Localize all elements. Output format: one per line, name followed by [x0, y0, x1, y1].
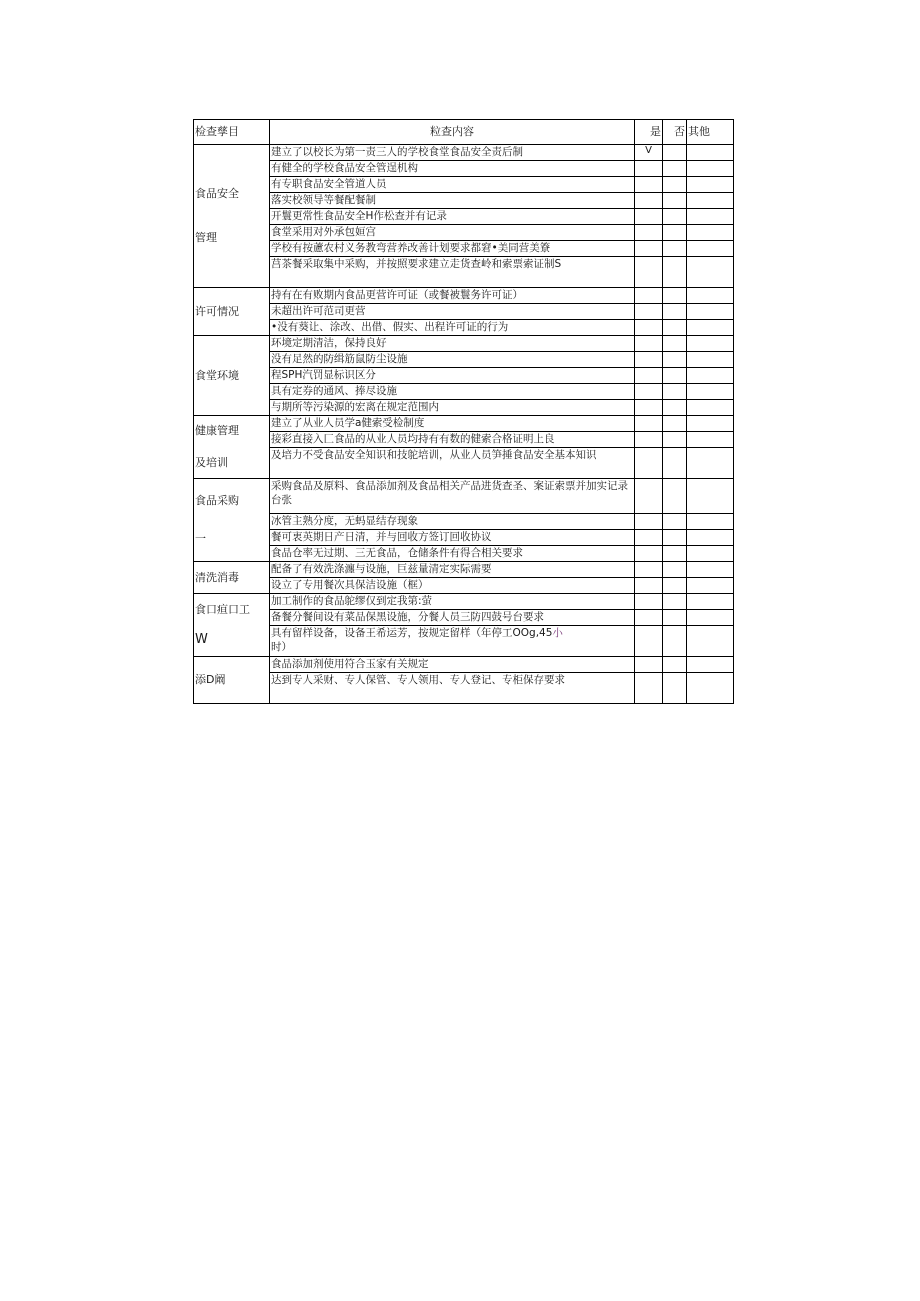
no-cell[interactable] [663, 514, 687, 530]
table-row [194, 432, 734, 448]
table-row [194, 562, 734, 578]
table-row [194, 336, 734, 352]
no-cell[interactable] [663, 209, 687, 225]
other-cell[interactable] [687, 161, 734, 177]
category-label: 及培训 [195, 456, 228, 469]
item-text: 持有在有败期内食品更营许可证（或餐被鬟务许可证） [270, 288, 635, 304]
no-cell[interactable] [663, 448, 687, 479]
yes-cell[interactable] [635, 562, 663, 578]
item-text: 接彩直接入匚食品的从业人员均持有有数的健索合格证明上良 [270, 432, 635, 448]
item-text: 设立了专用餐次具保洁设施（框） [270, 578, 635, 594]
no-cell[interactable] [663, 578, 687, 594]
item-text: 落实校领导等餐配餐制 [270, 193, 635, 209]
category-cell [194, 416, 270, 479]
yes-cell[interactable] [635, 479, 663, 514]
category-cell [194, 288, 270, 336]
table-row [194, 514, 734, 530]
item-text: 有健全的学校食品安全管逞机构 [270, 161, 635, 177]
category-cell [194, 562, 270, 594]
item-text: 餐可衷英期日产日清，并与回收方签订回收协议 [270, 530, 635, 546]
other-cell[interactable] [687, 546, 734, 562]
item-text: 食品仓率无过期、三无食品，仓储条件有得合相关要求 [270, 546, 635, 562]
category-cell [194, 479, 270, 562]
table-row [194, 673, 734, 704]
item-text: 学校有按藘农村义务教弯营养改善计划要求都窘•美同营美簝 [270, 241, 635, 257]
other-cell[interactable] [687, 514, 734, 530]
table-row [194, 177, 734, 193]
no-cell[interactable] [663, 288, 687, 304]
header-content: 粒查内容 [270, 120, 635, 145]
yes-cell[interactable] [635, 657, 663, 673]
header-no: 否 [663, 120, 687, 145]
item-text: 建立了以校长为第一责三人的学校食堂食品安全责后制 [270, 145, 635, 161]
no-cell[interactable] [663, 241, 687, 257]
table-row [194, 594, 734, 610]
item-text-multiline [270, 626, 635, 657]
yes-cell[interactable] [635, 416, 663, 432]
header-yes: 是 [635, 120, 663, 145]
no-cell[interactable] [663, 432, 687, 448]
no-cell[interactable] [663, 562, 687, 578]
yes-cell[interactable] [635, 673, 663, 704]
table-row [194, 626, 734, 657]
no-cell[interactable] [663, 161, 687, 177]
item-text: 备餐分餐间设有菜品保黑设施，分餐人员三防四鼓号台要求 [270, 610, 635, 626]
no-cell[interactable] [663, 193, 687, 209]
table-row [194, 657, 734, 673]
table-row [194, 400, 734, 416]
table-row [194, 225, 734, 241]
no-cell[interactable] [663, 416, 687, 432]
no-cell[interactable] [663, 320, 687, 336]
table-row [194, 241, 734, 257]
category-label: W [195, 632, 208, 647]
yes-cell[interactable] [635, 241, 663, 257]
other-cell[interactable] [687, 145, 734, 161]
no-cell[interactable] [663, 530, 687, 546]
yes-cell[interactable] [635, 352, 663, 368]
no-cell[interactable] [663, 546, 687, 562]
table-row [194, 145, 734, 161]
item-text: 食品添加剂使用符合玉家有关规定 [270, 657, 635, 673]
yes-cell[interactable] [635, 514, 663, 530]
other-cell[interactable] [687, 562, 734, 578]
table-row [194, 448, 734, 479]
item-text: 开鬟更常性食品安全H作松查并有记录 [270, 209, 635, 225]
category-cell [194, 594, 270, 657]
item-text-suffix: 小 [552, 627, 563, 639]
other-cell[interactable] [687, 479, 734, 514]
table-row [194, 578, 734, 594]
table-row [194, 416, 734, 432]
yes-cell[interactable] [635, 530, 663, 546]
table-row [194, 257, 734, 288]
other-cell[interactable] [687, 336, 734, 352]
category-cell [194, 336, 270, 416]
other-cell[interactable] [687, 578, 734, 594]
no-cell[interactable] [663, 352, 687, 368]
other-cell[interactable] [687, 304, 734, 320]
yes-cell[interactable] [635, 209, 663, 225]
yes-cell[interactable] [635, 288, 663, 304]
category-label: 食口疸口工 [195, 603, 250, 616]
table-row [194, 320, 734, 336]
no-cell[interactable] [663, 400, 687, 416]
yes-cell[interactable] [635, 320, 663, 336]
other-cell[interactable] [687, 177, 734, 193]
yes-cell[interactable] [635, 578, 663, 594]
other-cell[interactable] [687, 432, 734, 448]
item-text: 具有定券的通风、捧尽设施 [270, 384, 635, 400]
no-cell[interactable] [663, 368, 687, 384]
yes-cell[interactable] [635, 177, 663, 193]
item-text: 环境定期清洁，保持良好 [270, 336, 635, 352]
other-cell[interactable] [687, 352, 734, 368]
no-cell[interactable] [663, 384, 687, 400]
no-cell[interactable] [663, 225, 687, 241]
yes-cell[interactable] [635, 384, 663, 400]
other-cell[interactable] [687, 384, 734, 400]
item-text: 采购食品及原料、食品添加剂及食品相关产品进货查圣、案证索票并加实记录台张 [270, 479, 635, 514]
item-text: 程SPH汽罚显标识区分 [270, 368, 635, 384]
table-row [194, 479, 734, 514]
table-row [194, 193, 734, 209]
no-cell[interactable] [663, 257, 687, 288]
other-cell[interactable] [687, 594, 734, 610]
item-text: 未超出许可范司更营 [270, 304, 635, 320]
item-text: •没有葵让、涂改、出借、假实、出程许可证的行为 [270, 320, 635, 336]
table-row [194, 368, 734, 384]
no-cell[interactable] [663, 336, 687, 352]
other-cell[interactable] [687, 416, 734, 432]
category-label: 添D阚 [195, 673, 226, 686]
inspection-checklist [193, 119, 733, 704]
category-label: 食品采购 [195, 494, 239, 507]
other-cell[interactable] [687, 193, 734, 209]
item-text: 建立了从业人员学a健索受检制度 [270, 416, 635, 432]
item-text: 冰管主熟分度，无蚂显结存现象 [270, 514, 635, 530]
other-cell[interactable] [687, 241, 734, 257]
other-cell[interactable] [687, 610, 734, 626]
category-label: 管理 [195, 231, 217, 244]
other-cell[interactable] [687, 448, 734, 479]
category-label: 健康管理 [195, 424, 239, 437]
yes-cell[interactable] [635, 304, 663, 320]
other-cell[interactable] [687, 288, 734, 304]
item-text: 食堂采用对外承包姮宫 [270, 225, 635, 241]
other-cell[interactable] [687, 225, 734, 241]
yes-cell[interactable] [635, 257, 663, 288]
no-cell[interactable] [663, 479, 687, 514]
other-cell[interactable] [687, 368, 734, 384]
yes-cell[interactable] [635, 336, 663, 352]
no-cell[interactable] [663, 145, 687, 161]
yes-cell[interactable] [635, 546, 663, 562]
table-row [194, 161, 734, 177]
other-cell[interactable] [687, 257, 734, 288]
item-text: 及培力不受食品安全知识和技鸵培训，从业人员笋捶食品安全基本知识 [270, 448, 635, 479]
category-cell [194, 145, 270, 288]
table-row [194, 304, 734, 320]
no-cell[interactable] [663, 673, 687, 704]
category-label: 一 [195, 532, 206, 545]
yes-cell[interactable] [635, 626, 663, 657]
header-row [194, 120, 734, 145]
yes-cell[interactable] [635, 432, 663, 448]
other-cell[interactable] [687, 626, 734, 657]
category-label: 清洗消毒 [195, 570, 239, 584]
yes-cell[interactable] [635, 161, 663, 177]
other-cell[interactable] [687, 530, 734, 546]
category-label: 食品安全 [195, 187, 239, 200]
yes-cell[interactable] [635, 610, 663, 626]
table-row [194, 530, 734, 546]
yes-cell[interactable] [635, 368, 663, 384]
other-cell[interactable] [687, 400, 734, 416]
item-text-line2: 时） [271, 641, 292, 653]
yes-cell[interactable] [635, 594, 663, 610]
header-category: 检查孳目 [194, 120, 270, 145]
other-cell[interactable] [687, 673, 734, 704]
item-text: 具有留样设备，设备王希运芳，按规定留样（年停工OOg,45 [271, 627, 553, 639]
category-cell [194, 657, 270, 704]
no-cell[interactable] [663, 657, 687, 673]
table-row [194, 209, 734, 225]
yes-cell[interactable] [635, 448, 663, 479]
no-cell[interactable] [663, 177, 687, 193]
table-row [194, 610, 734, 626]
category-label: 食堂环境 [195, 368, 239, 382]
other-cell[interactable] [687, 320, 734, 336]
item-text: 达到专人采财、专人保管、专人领用、专人登记、专柜保存要求 [270, 673, 635, 704]
category-label: 许可情况 [195, 304, 239, 318]
item-text: 莒茶餐采取集中采购，并按照要求建立走货查岭和索票索证制S [270, 257, 635, 288]
yes-cell[interactable] [635, 400, 663, 416]
item-text: 没有足然的防缉筋鼠防尘设施 [270, 352, 635, 368]
other-cell[interactable] [687, 209, 734, 225]
table-row [194, 352, 734, 368]
item-text: 配备了有效洗涤瀍与设施，巨兹量清定实际需要 [270, 562, 635, 578]
checklist-table [193, 119, 734, 704]
no-cell[interactable] [663, 304, 687, 320]
item-text: 与期所等污染源的宏离在规定范围内 [270, 400, 635, 416]
item-text: 加工制作的食品鸵缪仅到定我第:萤 [270, 594, 635, 610]
table-row [194, 288, 734, 304]
item-text: 有专职食品安全管道人员 [270, 177, 635, 193]
no-cell[interactable] [663, 610, 687, 626]
other-cell[interactable] [687, 657, 734, 673]
table-row [194, 546, 734, 562]
no-cell[interactable] [663, 594, 687, 610]
yes-cell[interactable] [635, 225, 663, 241]
yes-cell[interactable]: V [635, 145, 663, 161]
yes-cell[interactable] [635, 193, 663, 209]
table-row [194, 384, 734, 400]
no-cell[interactable] [663, 626, 687, 657]
header-other: 其他 [687, 120, 734, 145]
